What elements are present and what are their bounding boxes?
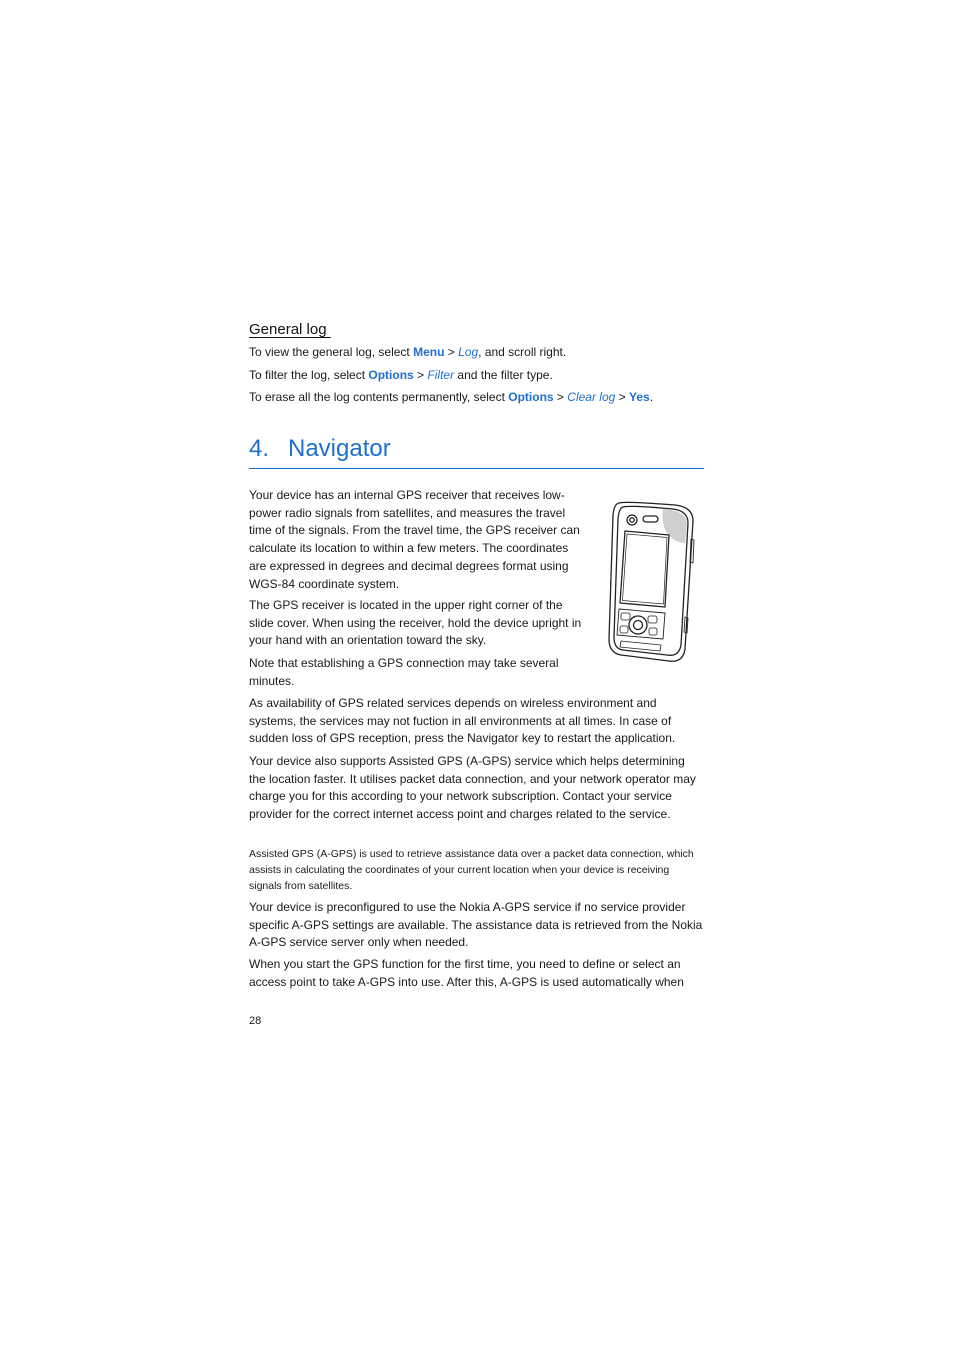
separator: > <box>444 345 459 359</box>
instruction-clear-log <box>249 389 653 407</box>
page-number: 28 <box>249 1015 262 1027</box>
instruction-text: To erase all the log contents permanently, select <box>249 390 509 404</box>
menu-keyword: Menu <box>413 345 445 359</box>
instruction-text: . <box>649 390 654 404</box>
separator: > <box>615 390 629 404</box>
separator: > <box>413 368 428 382</box>
menu-keyword: Options <box>368 368 414 382</box>
paragraph-agps-support: Your device also supports Assisted GPS (A-GPS) service which helps determining the location faster. It utilises packet data connection, and your network operator may charge you for this according to your network subscription. Contact your service provider for the correct internet access point and charges related to the service. <box>249 754 696 822</box>
instruction-text: and the filter type. <box>454 368 553 382</box>
menu-keyword: Options <box>508 390 554 404</box>
paragraph-receiver-location: The GPS receiver is located in the upper right corner of the slide cover. When using the receiver, hold the device upright in your hand with an orientation toward the sky. <box>249 598 582 648</box>
separator: > <box>553 390 568 404</box>
paragraph-availability: As availability of GPS related services depends on wireless environment and systems, the services may not fuction in all environments at all times. In case of sudden loss of GPS reception, press the Navigator key to restart the application. <box>249 696 676 746</box>
note-agps: Assisted GPS (A-GPS) is used to retrieve assistance data over a packet data connection, which assists in calculating the coordinates of your current location when your device is receiving signals from satellites. <box>249 848 694 892</box>
paragraph-preconfigured: Your device is preconfigured to use the Nokia A-GPS service if no service provider specific A-GPS settings are available. The assistance data is retrieved from the Nokia A-GPS service server only when needed. <box>249 900 703 950</box>
chapter-heading <box>249 434 704 469</box>
menu-item-keyword: Filter <box>427 368 455 382</box>
instruction-view-log <box>249 344 566 362</box>
chapter-number: 4. <box>249 435 270 462</box>
instruction-text: , and scroll right. <box>478 345 567 359</box>
paragraph-first-start: When you start the GPS function for the first time, you need to define or select an access point to take A-GPS into use. After this, A-GPS is used automatically when <box>249 957 684 989</box>
phone-device-icon <box>605 499 697 667</box>
instruction-text: To filter the log, select <box>249 368 369 382</box>
section-title-general-log: General log <box>249 321 331 338</box>
menu-item-keyword: Log <box>458 345 479 359</box>
instruction-text: To view the general log, select <box>249 345 414 359</box>
paragraph-connection-time: Note that establishing a GPS connection may take several minutes. <box>249 656 559 688</box>
chapter-title: Navigator <box>288 435 391 462</box>
instruction-filter-log <box>249 367 553 385</box>
menu-item-keyword: Clear log <box>567 390 616 404</box>
menu-keyword: Yes <box>629 390 650 404</box>
paragraph-gps-receiver: Your device has an internal GPS receiver that receives low-power radio signals from satellites, and measures the travel time of the signals. From the travel time, the GPS receiver can calculate its location to within a few meters. The coordinates are expressed in degrees and decimal degrees format using WGS-84 coordinate system. <box>249 488 580 591</box>
